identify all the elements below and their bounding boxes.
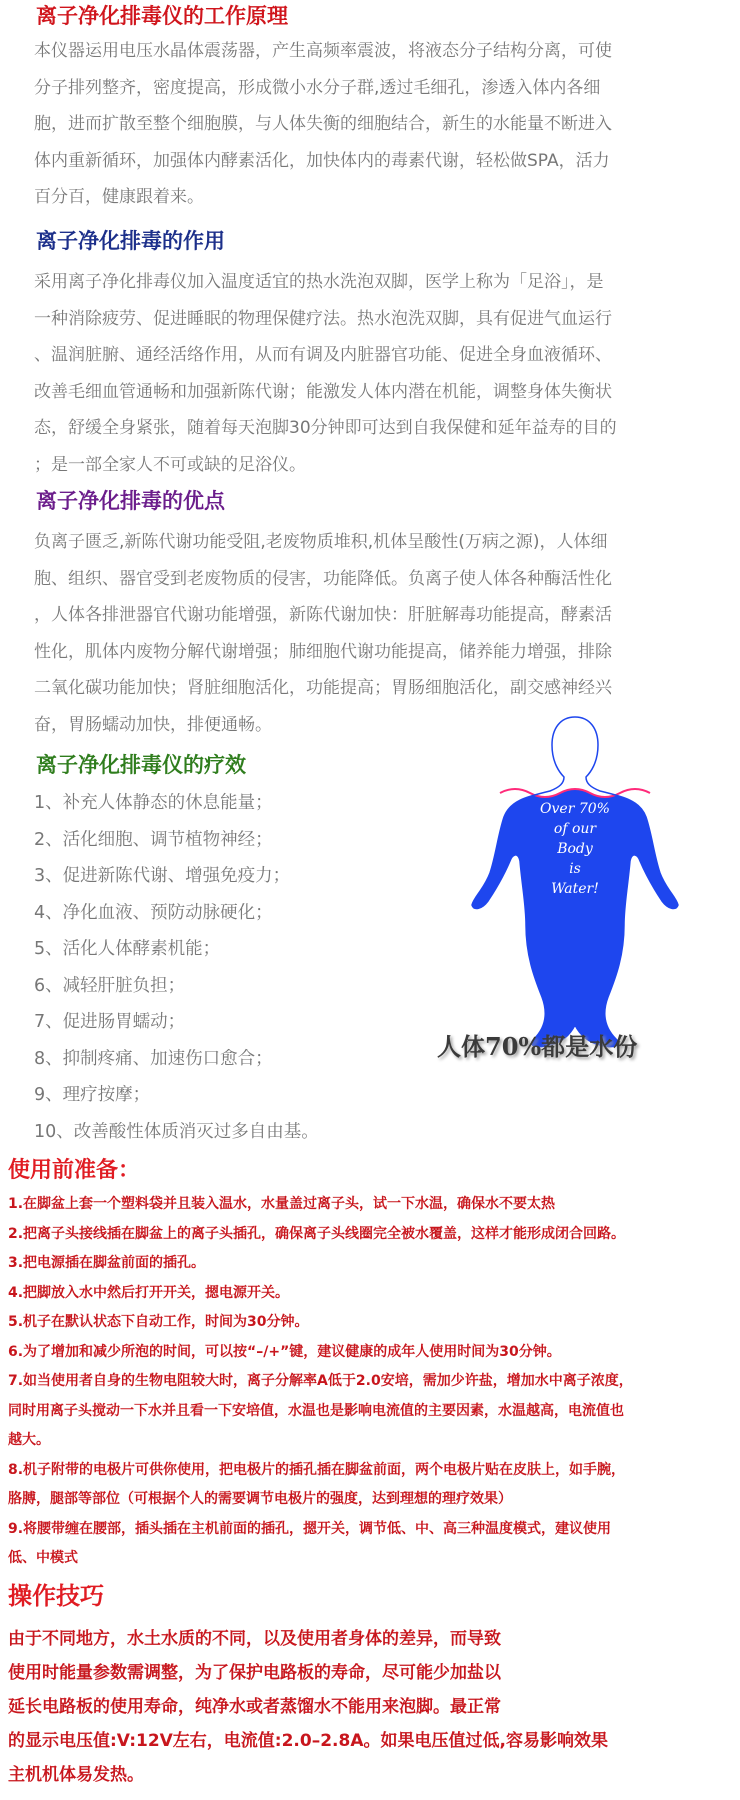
efficacy-list (34, 785, 414, 1150)
function-paragraph (34, 264, 740, 483)
body-text-line: of our (553, 821, 597, 837)
efficacy-item: 2、活化细胞、调节植物神经； (34, 829, 273, 850)
function-line: 采用离子净化排毒仪加入温度适宜的热水洗泡双脚，医学上称为「足浴」，是 (34, 272, 604, 292)
tips-line: 的显示电压值:V:12V左右，电流值:2.0–2.8A。如果电压值过低,容易影响效果 (8, 1731, 608, 1751)
preparation-line: 胳膊，腿部等部位（可根据个人的需要调节电极片的强度，达到理想的理疗效果） (8, 1491, 512, 1507)
advantages-line: 胞、组织、器官受到老废物质的侵害，功能降低。负离子使人体各种酶活性化 (34, 568, 612, 589)
efficacy-item: 6、减轻肝脏负担； (34, 975, 186, 996)
body-text-line: Water! (551, 881, 599, 897)
function-line: 态，舒缓全身紧张，随着每天泡脚30分钟即可达到自我保健和延年益寿的目的 (34, 418, 617, 438)
tips-line: 延长电路板的使用寿命，纯净水或者蒸馏水不能用来泡脚。最正常 (8, 1697, 501, 1717)
preparation-line: 9.将腰带缠在腰部，插头插在主机前面的插孔，摁开关，调节低、中、高三种温度模式，建议使用 (8, 1520, 612, 1537)
principle-paragraph (34, 33, 740, 216)
body-text-line: Body (557, 841, 593, 857)
tips-line: 主机机体易发热。 (8, 1765, 144, 1785)
preparation-line: 4.把脚放入水中然后打开开关，摁电源开关。 (8, 1284, 290, 1301)
tips-line: 使用时能量参数需调整，为了保护电路板的寿命，尽可能少加盐以 (8, 1663, 501, 1683)
advantages-heading: 离子净化排毒的优点 (36, 489, 225, 513)
function-line: 一种消除疲劳、促进睡眠的物理保健疗法。热水泡洗双脚，具有促进气血运行 (34, 308, 612, 329)
advantages-line: ，人体各排泄器官代谢功能增强，新陈代谢加快：肝脏解毒功能提高，酵素活 (34, 605, 612, 625)
tips-heading: 操作技巧 (8, 1582, 104, 1610)
efficacy-item: 3、促进新陈代谢、增强免疫力； (34, 866, 291, 886)
preparation-line: 低、中模式 (8, 1550, 78, 1566)
tips-paragraph (8, 1622, 740, 1792)
body-text-line: is (569, 861, 581, 877)
principle-heading: 离子净化排毒仪的工作原理 (36, 4, 288, 28)
preparation-line: 同时用离子头搅动一下水并且看一下安培值，水温也是影响电流值的主要因素，水温越高，电流值也 (8, 1402, 624, 1419)
preparation-line: 1.在脚盆上套一个塑料袋并且装入温水，水量盖过离子头，试一下水温，确保水不要太热 (8, 1196, 556, 1212)
efficacy-item: 4、净化血液、预防动脉硬化； (34, 902, 273, 923)
efficacy-heading: 离子净化排毒仪的疗效 (36, 753, 246, 777)
function-heading: 离子净化排毒的作用 (36, 229, 225, 253)
function-line: ；是一部全家人不可或缺的足浴仪。 (34, 454, 306, 475)
preparation-heading: 使用前准备： (8, 1158, 141, 1183)
efficacy-item: 9、理疗按摩； (34, 1085, 151, 1105)
preparation-line: 8.机子附带的电极片可供你使用，把电极片的插孔插在脚盆前面，两个电极片贴在皮肤上，如手腕， (8, 1461, 626, 1478)
principle-line: 胞，进而扩散至整个细胞膜，与人体失衡的细胞结合，新生的水能量不断进入 (34, 114, 612, 134)
body-text-line: Over 70% (540, 801, 610, 817)
efficacy-item: 10、改善酸性体质消灭过多自由基。 (34, 1121, 319, 1142)
illustration-caption: 人体70%都是水份 (437, 1032, 638, 1061)
preparation-line: 6.为了增加和减少所泡的时间，可以按“–/+”键，建议健康的成年人使用时间为30分钟。 (8, 1343, 561, 1360)
preparation-line: 越大。 (8, 1432, 50, 1448)
advantages-line: 性化，肌体内废物分解代谢增强；肺细胞代谢功能提高，储养能力增强，排除 (34, 641, 612, 662)
advantages-line: 负离子匮乏,新陈代谢功能受阻,老废物质堆积,机体呈酸性(万病之源)，人体细 (34, 532, 608, 552)
preparation-line: 5.机子在默认状态下自动工作，时间为30分钟。 (8, 1314, 309, 1330)
function-line: 、温润脏腑、通经活络作用，从而有调及内脏器官功能、促进全身血液循环、 (34, 345, 612, 365)
principle-line: 本仪器运用电压水晶体震荡器，产生高频率震波，将液态分子结构分离，可使 (34, 41, 612, 61)
tips-line: 由于不同地方，水土水质的不同，以及使用者身体的差异，而导致 (8, 1629, 501, 1649)
preparation-line: 7.如当使用者自身的生物电阻较大时，离子分解率A低于2.0安培，需加少许盐，增加水中离子浓度， (8, 1373, 633, 1389)
preparation-line: 3.把电源插在脚盆前面的插孔。 (8, 1255, 206, 1271)
efficacy-item: 5、活化人体酵素机能； (34, 939, 221, 959)
efficacy-item: 7、促进肠胃蠕动； (34, 1012, 186, 1032)
efficacy-item: 8、抑制疼痛、加速伤口愈合； (34, 1048, 273, 1069)
principle-line: 百分百，健康跟着来。 (34, 187, 204, 207)
efficacy-item: 1、补充人体静态的休息能量； (34, 793, 273, 813)
preparation-line: 2.把离子头接线插在脚盆上的离子头插孔，确保离子头线圈完全被水覆盖，这样才能形成闭合回路。 (8, 1225, 626, 1242)
preparation-steps (8, 1190, 740, 1574)
principle-line: 体内重新循环，加强体内酵素活化，加快体内的毒素代谢，轻松做SPA，活力 (34, 150, 610, 171)
principle-line: 分子排列整齐，密度提高，形成微小水分子群,透过毛细孔，渗透入体内各细 (34, 77, 601, 98)
function-line: 改善毛细血管通畅和加强新陈代谢；能激发人体内潜在机能，调整身体失衡状 (34, 381, 612, 402)
upper-body-area (440, 705, 710, 797)
advantages-line: 奋，胃肠蠕动加快，排便通畅。 (34, 714, 272, 735)
advantages-line: 二氧化碳功能加快；肾脏细胞活化，功能提高；胃肠细胞活化，副交感神经兴 (34, 678, 612, 698)
